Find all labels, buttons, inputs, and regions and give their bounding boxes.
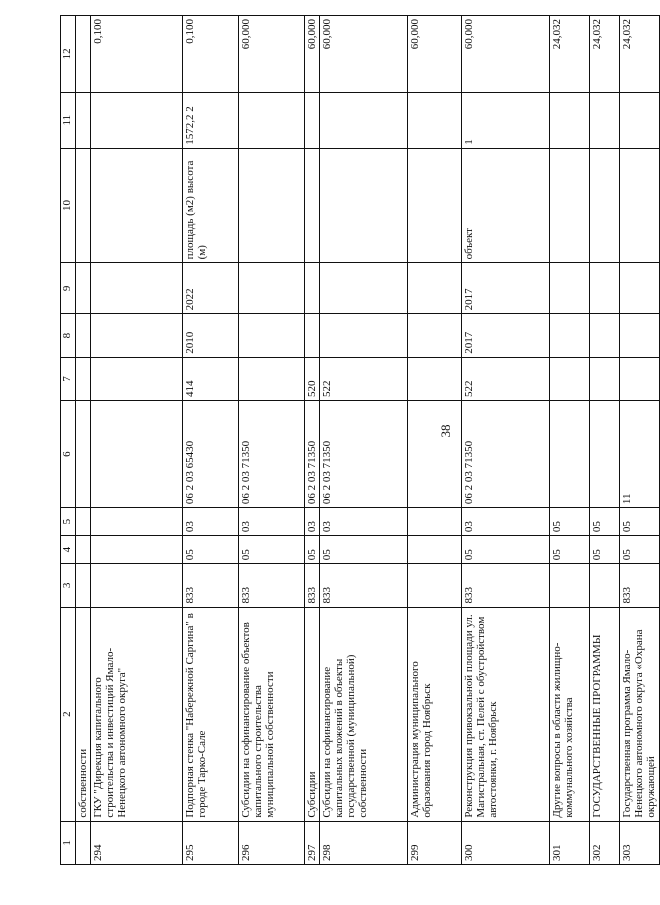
code-4-cell: 05 [320, 536, 408, 564]
code-4-cell: 05 [590, 536, 620, 564]
code-3-cell [408, 564, 462, 607]
item-name-cell: ГКУ "Дирекция капитального строительства и инвестиций Ямало-Ненецкого автономного округа" [91, 607, 183, 821]
row-number-cell: 295 [183, 821, 239, 864]
amount-cell: 60,000 [305, 16, 320, 93]
code-4-cell: 05 [305, 536, 320, 564]
item-name-cell: Субсидии на софинансирование объектов капитального строительства муниципальной собственности [239, 607, 305, 821]
code-6-cell: 06 2 03 71350 [239, 401, 305, 508]
code-5-cell: 03 [305, 508, 320, 536]
year-start-cell [239, 314, 305, 357]
code-6-cell: 06 2 03 71350 [320, 401, 408, 508]
code-7-cell [550, 357, 590, 400]
code-4-cell: 05 [462, 536, 550, 564]
code-6-cell [91, 401, 183, 508]
header-cell: 4 [61, 536, 76, 564]
code-6-cell: 06 2 03 65430 [183, 401, 239, 508]
code-6-cell: 06 2 03 71350 [462, 401, 550, 508]
row-number-cell [76, 821, 91, 864]
code-3-cell: 833 [462, 564, 550, 607]
quantity-cell: 1572,2 2 [183, 92, 239, 148]
code-3-cell: 833 [239, 564, 305, 607]
item-name-cell: Подпорная стенка "Набережной Саргина" в городе Тарко-Сале [183, 607, 239, 821]
row-number-cell: 303 [620, 821, 660, 864]
header-cell: 7 [61, 357, 76, 400]
year-start-cell: 2010 [183, 314, 239, 357]
table-row [183, 16, 239, 865]
unit-cell [620, 148, 660, 263]
code-5-cell [76, 508, 91, 536]
item-name-cell: Администрация муниципального образования город Ноябрьск [408, 607, 462, 821]
quantity-cell [320, 92, 408, 148]
code-5-cell: 05 [550, 508, 590, 536]
code-7-cell [408, 357, 462, 400]
code-6-cell [408, 401, 462, 508]
row-number-cell: 294 [91, 821, 183, 864]
page-number: 38 [438, 424, 453, 438]
code-4-cell [91, 536, 183, 564]
year-start-cell [305, 314, 320, 357]
code-7-cell [620, 357, 660, 400]
code-7-cell [76, 357, 91, 400]
year-start-cell: 2017 [462, 314, 550, 357]
quantity-cell [305, 92, 320, 148]
item-name-cell: Другие вопросы в области жилищно-коммунального хозяйства [550, 607, 590, 821]
item-name-cell: Государственная программа Ямало-Ненецкого автономного округа «Охрана окружающей [620, 607, 660, 821]
year-end-cell: 2017 [462, 263, 550, 314]
code-7-cell: 414 [183, 357, 239, 400]
table-row [590, 16, 620, 865]
code-5-cell: 03 [462, 508, 550, 536]
year-start-cell [320, 314, 408, 357]
header-cell: 6 [61, 401, 76, 508]
year-start-cell [620, 314, 660, 357]
table-row [76, 16, 91, 865]
code-5-cell: 05 [590, 508, 620, 536]
quantity-cell [590, 92, 620, 148]
year-end-cell [620, 263, 660, 314]
header-cell: 12 [61, 16, 76, 93]
quantity-cell [239, 92, 305, 148]
code-5-cell: 03 [239, 508, 305, 536]
amount-cell [76, 16, 91, 93]
year-start-cell [408, 314, 462, 357]
quantity-cell [76, 92, 91, 148]
header-cell: 5 [61, 508, 76, 536]
unit-cell [239, 148, 305, 263]
code-6-cell [590, 401, 620, 508]
code-6-cell: 11 [620, 401, 660, 508]
year-end-cell [550, 263, 590, 314]
header-cell: 3 [61, 564, 76, 607]
unit-cell [590, 148, 620, 263]
code-5-cell [91, 508, 183, 536]
item-name-cell: собственности [76, 607, 91, 821]
code-3-cell [76, 564, 91, 607]
table-row [91, 16, 183, 865]
amount-cell: 24,032 [620, 16, 660, 93]
amount-cell: 24,032 [590, 16, 620, 93]
amount-cell: 60,000 [239, 16, 305, 93]
year-start-cell [76, 314, 91, 357]
unit-cell [76, 148, 91, 263]
amount-cell: 24,032 [550, 16, 590, 93]
year-end-cell [76, 263, 91, 314]
code-3-cell [91, 564, 183, 607]
budget-table [60, 15, 660, 865]
year-start-cell [91, 314, 183, 357]
code-7-cell: 522 [320, 357, 408, 400]
code-7-cell [91, 357, 183, 400]
code-4-cell: 05 [239, 536, 305, 564]
year-start-cell [590, 314, 620, 357]
table-row [305, 16, 320, 865]
code-4-cell: 05 [550, 536, 590, 564]
item-name-cell: Субсидии на софинансирование капитальных вложений в объекты государственной (муниципальной) собственности [320, 607, 408, 821]
header-cell: 10 [61, 148, 76, 263]
header-cell: 2 [61, 607, 76, 821]
year-end-cell [305, 263, 320, 314]
table-row [408, 16, 462, 865]
header-row [61, 16, 76, 865]
unit-cell [305, 148, 320, 263]
table-row [550, 16, 590, 865]
unit-cell: площадь (м2) высота (м) [183, 148, 239, 263]
unit-cell [550, 148, 590, 263]
table-row [462, 16, 550, 865]
code-7-cell [239, 357, 305, 400]
item-name-cell: Субсидии [305, 607, 320, 821]
quantity-cell: 1 [462, 92, 550, 148]
row-number-cell: 300 [462, 821, 550, 864]
code-5-cell: 03 [183, 508, 239, 536]
year-end-cell: 2022 [183, 263, 239, 314]
item-name-cell: Реконструкция привокзальной площади ул. Магистральная, ст. Пелей с обустройством автостоянки, г. Ноябрьск [462, 607, 550, 821]
header-cell: 11 [61, 92, 76, 148]
unit-cell [408, 148, 462, 263]
code-5-cell: 05 [620, 508, 660, 536]
year-start-cell [550, 314, 590, 357]
row-number-cell: 301 [550, 821, 590, 864]
table-row [620, 16, 660, 865]
code-6-cell [550, 401, 590, 508]
code-4-cell [76, 536, 91, 564]
code-7-cell: 520 [305, 357, 320, 400]
code-3-cell: 833 [620, 564, 660, 607]
row-number-cell: 296 [239, 821, 305, 864]
code-3-cell [590, 564, 620, 607]
table-row [320, 16, 408, 865]
unit-cell [320, 148, 408, 263]
year-end-cell [590, 263, 620, 314]
code-5-cell [408, 508, 462, 536]
rotated-table-container [60, 15, 657, 865]
quantity-cell [620, 92, 660, 148]
table-row [239, 16, 305, 865]
header-cell: 8 [61, 314, 76, 357]
header-cell: 1 [61, 821, 76, 864]
code-3-cell: 833 [183, 564, 239, 607]
code-7-cell [590, 357, 620, 400]
year-end-cell [320, 263, 408, 314]
quantity-cell [91, 92, 183, 148]
year-end-cell [408, 263, 462, 314]
code-3-cell: 833 [305, 564, 320, 607]
item-name-cell: ГОСУДАРСТВЕННЫЕ ПРОГРАММЫ [590, 607, 620, 821]
year-end-cell [91, 263, 183, 314]
row-number-cell: 299 [408, 821, 462, 864]
code-7-cell: 522 [462, 357, 550, 400]
header-cell: 9 [61, 263, 76, 314]
code-6-cell [76, 401, 91, 508]
amount-cell: 0,100 [91, 16, 183, 93]
code-5-cell: 03 [320, 508, 408, 536]
code-3-cell: 833 [320, 564, 408, 607]
table-body [61, 16, 660, 865]
quantity-cell [408, 92, 462, 148]
unit-cell [91, 148, 183, 263]
quantity-cell [550, 92, 590, 148]
amount-cell: 60,000 [320, 16, 408, 93]
amount-cell: 60,000 [462, 16, 550, 93]
table-area [60, 15, 657, 865]
code-4-cell: 05 [620, 536, 660, 564]
code-6-cell: 06 2 03 71350 [305, 401, 320, 508]
code-4-cell: 05 [183, 536, 239, 564]
row-number-cell: 302 [590, 821, 620, 864]
code-4-cell [408, 536, 462, 564]
row-number-cell: 298 [320, 821, 408, 864]
row-number-cell: 297 [305, 821, 320, 864]
amount-cell: 0,100 [183, 16, 239, 93]
code-3-cell [550, 564, 590, 607]
amount-cell: 60,000 [408, 16, 462, 93]
unit-cell: объект [462, 148, 550, 263]
year-end-cell [239, 263, 305, 314]
